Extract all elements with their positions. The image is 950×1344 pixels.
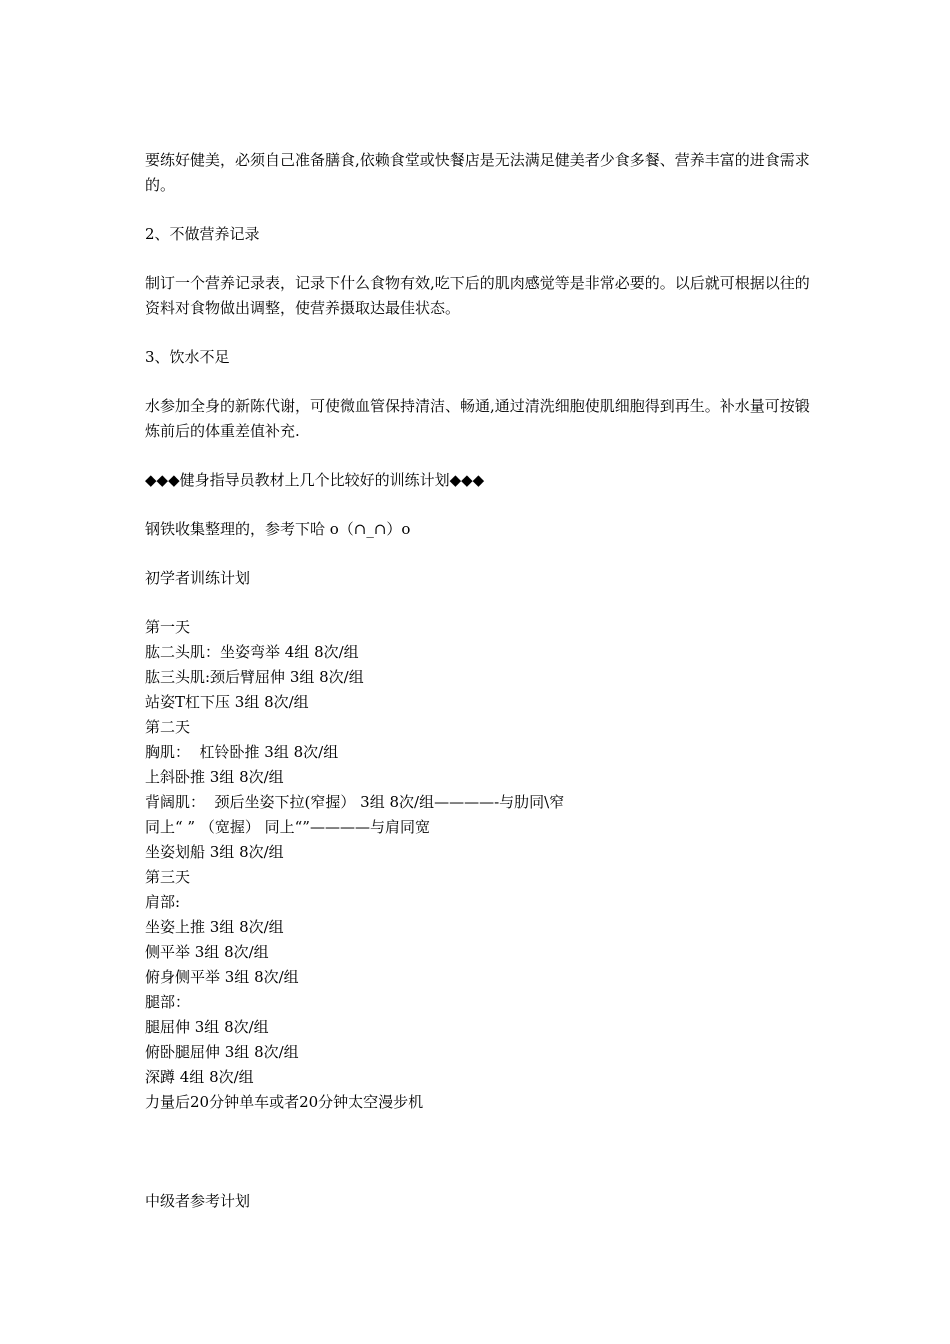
plan-line: 肱二头肌：坐姿弯举 4组 8次/组 [145, 643, 359, 661]
plan-line: 坐姿划船 3组 8次/组 [145, 843, 284, 861]
plan-line: 侧平举 3组 8次/组 [145, 943, 269, 961]
paragraph-meal-prep: 要练好健美，必须自己准备膳食,依赖食堂或快餐店是无法满足健美者少食多餐、营养丰富的进食需求的。 [145, 151, 810, 194]
section-title-training-plans: ◆◆◆健身指导员教材上几个比较好的训练计划◆◆◆ [145, 471, 485, 489]
plan-line: 背阔肌： 颈后坐姿下拉(窄握） 3组 8次/组————-与肋同\窄 [145, 793, 565, 811]
heading-intermediate-plan: 中级者参考计划 [145, 1192, 251, 1210]
plan-line: 力量后20分钟单车或者20分钟太空漫步机 [145, 1093, 424, 1111]
plan-line: 俯卧腿屈伸 3组 8次/组 [145, 1043, 299, 1061]
plan-line: 上斜卧推 3组 8次/组 [145, 768, 284, 786]
paragraph-water-intake: 水参加全身的新陈代谢，可使微血管保持清洁、畅通,通过清洗细胞使肌细胞得到再生。补水量可按锻炼前后的体重差值补充. [145, 397, 810, 440]
plan-line: 深蹲 4组 8次/组 [145, 1068, 254, 1086]
plan-line: 胸肌： 杠铃卧推 3组 8次/组 [145, 743, 339, 761]
beginner-plan-list [145, 615, 810, 1115]
plan-line: 肩部: [145, 893, 181, 911]
note-line: 钢铁收集整理的，参考下哈 o（∩_∩）o [145, 520, 411, 538]
plan-line: 俯身侧平举 3组 8次/组 [145, 968, 299, 986]
plan-line: 腿屈伸 3组 8次/组 [145, 1018, 269, 1036]
plan-line: 第二天 [145, 718, 191, 736]
heading-beginner-plan: 初学者训练计划 [145, 569, 251, 587]
plan-line: 第一天 [145, 618, 191, 636]
plan-line: 坐姿上推 3组 8次/组 [145, 918, 284, 936]
plan-line: 站姿T杠下压 3组 8次/组 [145, 693, 309, 711]
paragraph-nutrition-record: 制订一个营养记录表，记录下什么食物有效,吃下后的肌肉感觉等是非常必要的。以后就可根据以往的资料对食物做出调整，使营养摄取达最佳状态。 [145, 274, 810, 317]
plan-line: 肱三头肌:颈后臂屈伸 3组 8次/组 [145, 668, 364, 686]
plan-line: 腿部： [145, 993, 191, 1011]
document-body [145, 148, 810, 1214]
plan-line: 第三天 [145, 868, 191, 886]
plan-line: 同上“ ” （宽握） 同上“”————与肩同宽 [145, 818, 430, 836]
heading-nutrition-record: 2、不做营养记录 [145, 225, 260, 243]
heading-water-intake: 3、饮水不足 [145, 348, 230, 366]
